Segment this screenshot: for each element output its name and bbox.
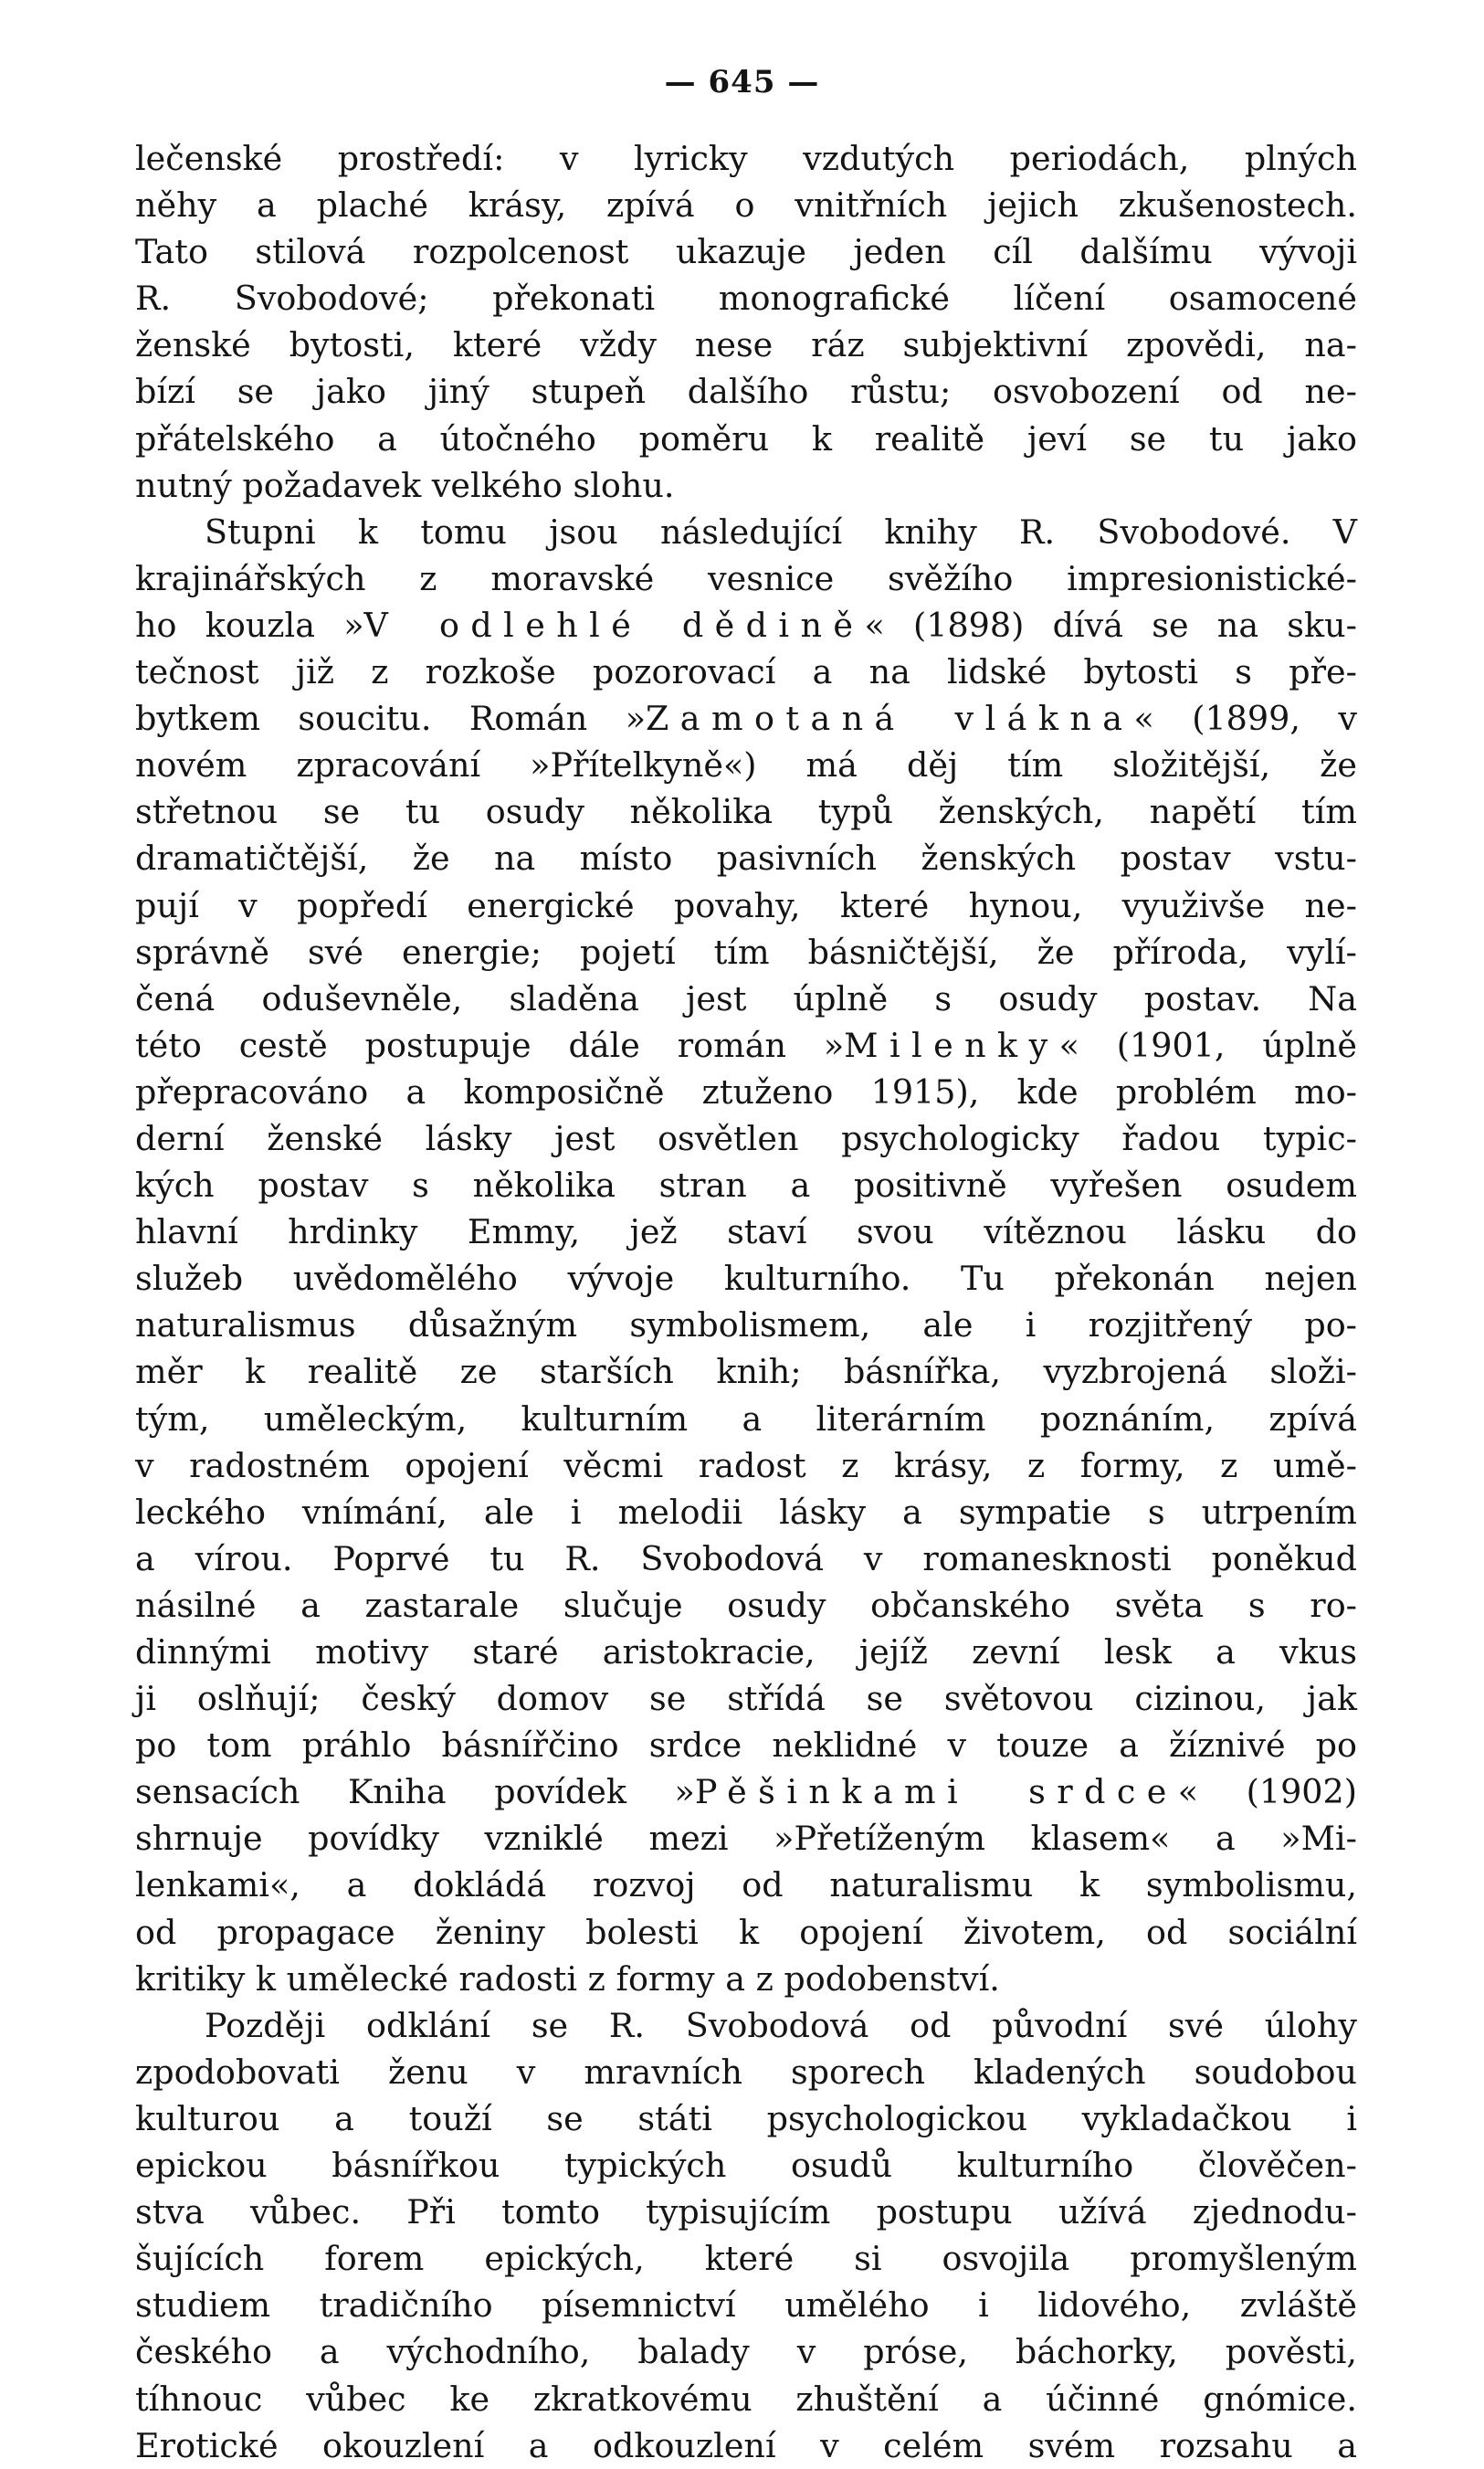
text-line: tíhnouc vůbec ke zkratkovému zhuštění a účinné gnómice. xyxy=(135,2379,1357,2419)
text-line: správně své energie; pojetí tím básničtější, že příroda, vylí- xyxy=(135,932,1357,972)
text-line: dramatičtější, že na místo pasivních ženských postav vstu- xyxy=(135,839,1357,879)
text-line: stva vůbec. Při tomto typisujícím postupu užívá zjednodu- xyxy=(135,2192,1357,2232)
paragraph xyxy=(135,2002,1357,2469)
text-line: novém zpracování »Přítelkyně«) má děj tím složitější, že xyxy=(135,745,1357,786)
text-line: tým, uměleckým, kulturním a literárním poznáním, zpívá xyxy=(135,1398,1357,1439)
text-line: derní ženské lásky jest osvětlen psychologicky řadou typic- xyxy=(135,1118,1357,1158)
text-line: přátelského a útočného poměru k realitě jeví se tu jako xyxy=(135,418,1357,459)
text-line: hlavní hrdinky Emmy, jež staví svou vítěznou lásku do xyxy=(135,1212,1357,1252)
text-line: měr k realitě ze starších knih; básnířka, vyzbrojená složi- xyxy=(135,1352,1357,1392)
text-line: leckého vnímání, ale i melodii lásky a sympatie s utrpením xyxy=(135,1492,1357,1532)
text-line: tečnost již z rozkoše pozorovací a na lidské bytosti s pře- xyxy=(135,652,1357,692)
text-line: bytkem soucitu. Román »Zamotaná vlákna« (1899, v xyxy=(135,699,1357,739)
text-line: ženské bytosti, které vždy nese ráz subjektivní zpovědi, na- xyxy=(135,325,1357,365)
text-line: Později odklání se R. Svobodová od původní své úlohy xyxy=(205,2005,1357,2045)
text-line: čená oduševněle, sladěna jest úplně s osudy postav. Na xyxy=(135,978,1357,1018)
text-line: od propagace ženiny bolesti k opojení životem, od sociální xyxy=(135,1912,1357,1952)
text-line: ho kouzla »V odlehlé dědině« (1898) dívá se na sku- xyxy=(135,605,1357,645)
text-line: epickou básnířkou typických osudů kulturního člověčen- xyxy=(135,2146,1357,2186)
text-line: Tato stilová rozpolcenost ukazuje jeden cíl dalšímu vývoji xyxy=(135,232,1357,272)
text-line: v radostném opojení věcmi radost z krásy, z formy, z umě- xyxy=(135,1445,1357,1485)
text-line: shrnuje povídky vzniklé mezi »Přetíženým klasem« a »Mi- xyxy=(135,1819,1357,1859)
text-line: střetnou se tu osudy několika typů ženských, napětí tím xyxy=(135,792,1357,832)
text-line: zpodobovati ženu v mravních sporech kladených soudobou xyxy=(135,2052,1357,2092)
text-line: naturalismus důsažným symbolismem, ale i rozjitřený po- xyxy=(135,1305,1357,1345)
text-line: šujících forem epických, které si osvojila promyšleným xyxy=(135,2239,1357,2279)
text-line: českého a východního, balady v próse, báchorky, pověsti, xyxy=(135,2332,1357,2372)
text-line: dinnými motivy staré aristokracie, jejíž zevní lesk a vkus xyxy=(135,1632,1357,1672)
text-line: ji oslňují; český domov se střídá se světovou cizinou, jak xyxy=(135,1679,1357,1719)
text-line: a vírou. Poprvé tu R. Svobodová v romanesknosti poněkud xyxy=(135,1538,1357,1578)
text-line: přepracováno a komposičně ztuženo 1915), kde problém mo- xyxy=(135,1071,1357,1112)
page-number: — 645 — xyxy=(664,64,820,100)
text-line: krajinářských z moravské vesnice svěžího impresionistické- xyxy=(135,558,1357,598)
text-line: pují v popředí energické povahy, které hynou, využivše ne- xyxy=(135,885,1357,925)
text-line: násilné a zastarale slučuje osudy občanského světa s ro- xyxy=(135,1585,1357,1625)
body-text xyxy=(135,135,1357,2469)
text-line: po tom práhlo básnířčino srdce neklidné v touze a žíznivé po xyxy=(135,1725,1357,1766)
text-line: něhy a plaché krásy, zpívá o vnitřních jejich zkušenostech. xyxy=(135,185,1357,226)
text-line: kých postav s několika stran a positivně vyřešen osudem xyxy=(135,1166,1357,1206)
text-line: lečenské prostředí: v lyricky vzdutých periodách, plných xyxy=(135,139,1357,178)
text-line: R. Svobodové; překonati monografické líčení osamocené xyxy=(135,279,1357,319)
text-line: studiem tradičního písemnictví umělého i lidového, zvláště xyxy=(135,2285,1357,2326)
text-line: služeb uvědomělého vývoje kulturního. Tu překonán nejen xyxy=(135,1259,1357,1299)
paragraph xyxy=(135,509,1357,2002)
paragraph xyxy=(135,135,1357,509)
text-line: kritiky k umělecké radosti z formy a z podobenství. xyxy=(135,1958,1000,1999)
text-line: nutný požadavek velkého slohu. xyxy=(135,465,675,505)
text-line: této cestě postupuje dále román »Milenky« (1901, úplně xyxy=(135,1025,1357,1065)
text-line: Stupni k tomu jsou následující knihy R. Svobodové. V xyxy=(205,512,1357,552)
text-line: kulturou a touží se státi psychologickou vykladačkou i xyxy=(135,2098,1357,2138)
text-line: lenkami«, a dokládá rozvoj od naturalismu k symbolismu, xyxy=(135,1865,1357,1905)
text-line: bízí se jako jiný stupeň dalšího růstu; osvobození od ne- xyxy=(135,372,1357,412)
text-line: Erotické okouzlení a odkouzlení v celém svém rozsahu a xyxy=(135,2425,1357,2465)
text-line: sensacích Kniha povídek »Pěšinkami srdce« (1902) xyxy=(135,1772,1357,1812)
